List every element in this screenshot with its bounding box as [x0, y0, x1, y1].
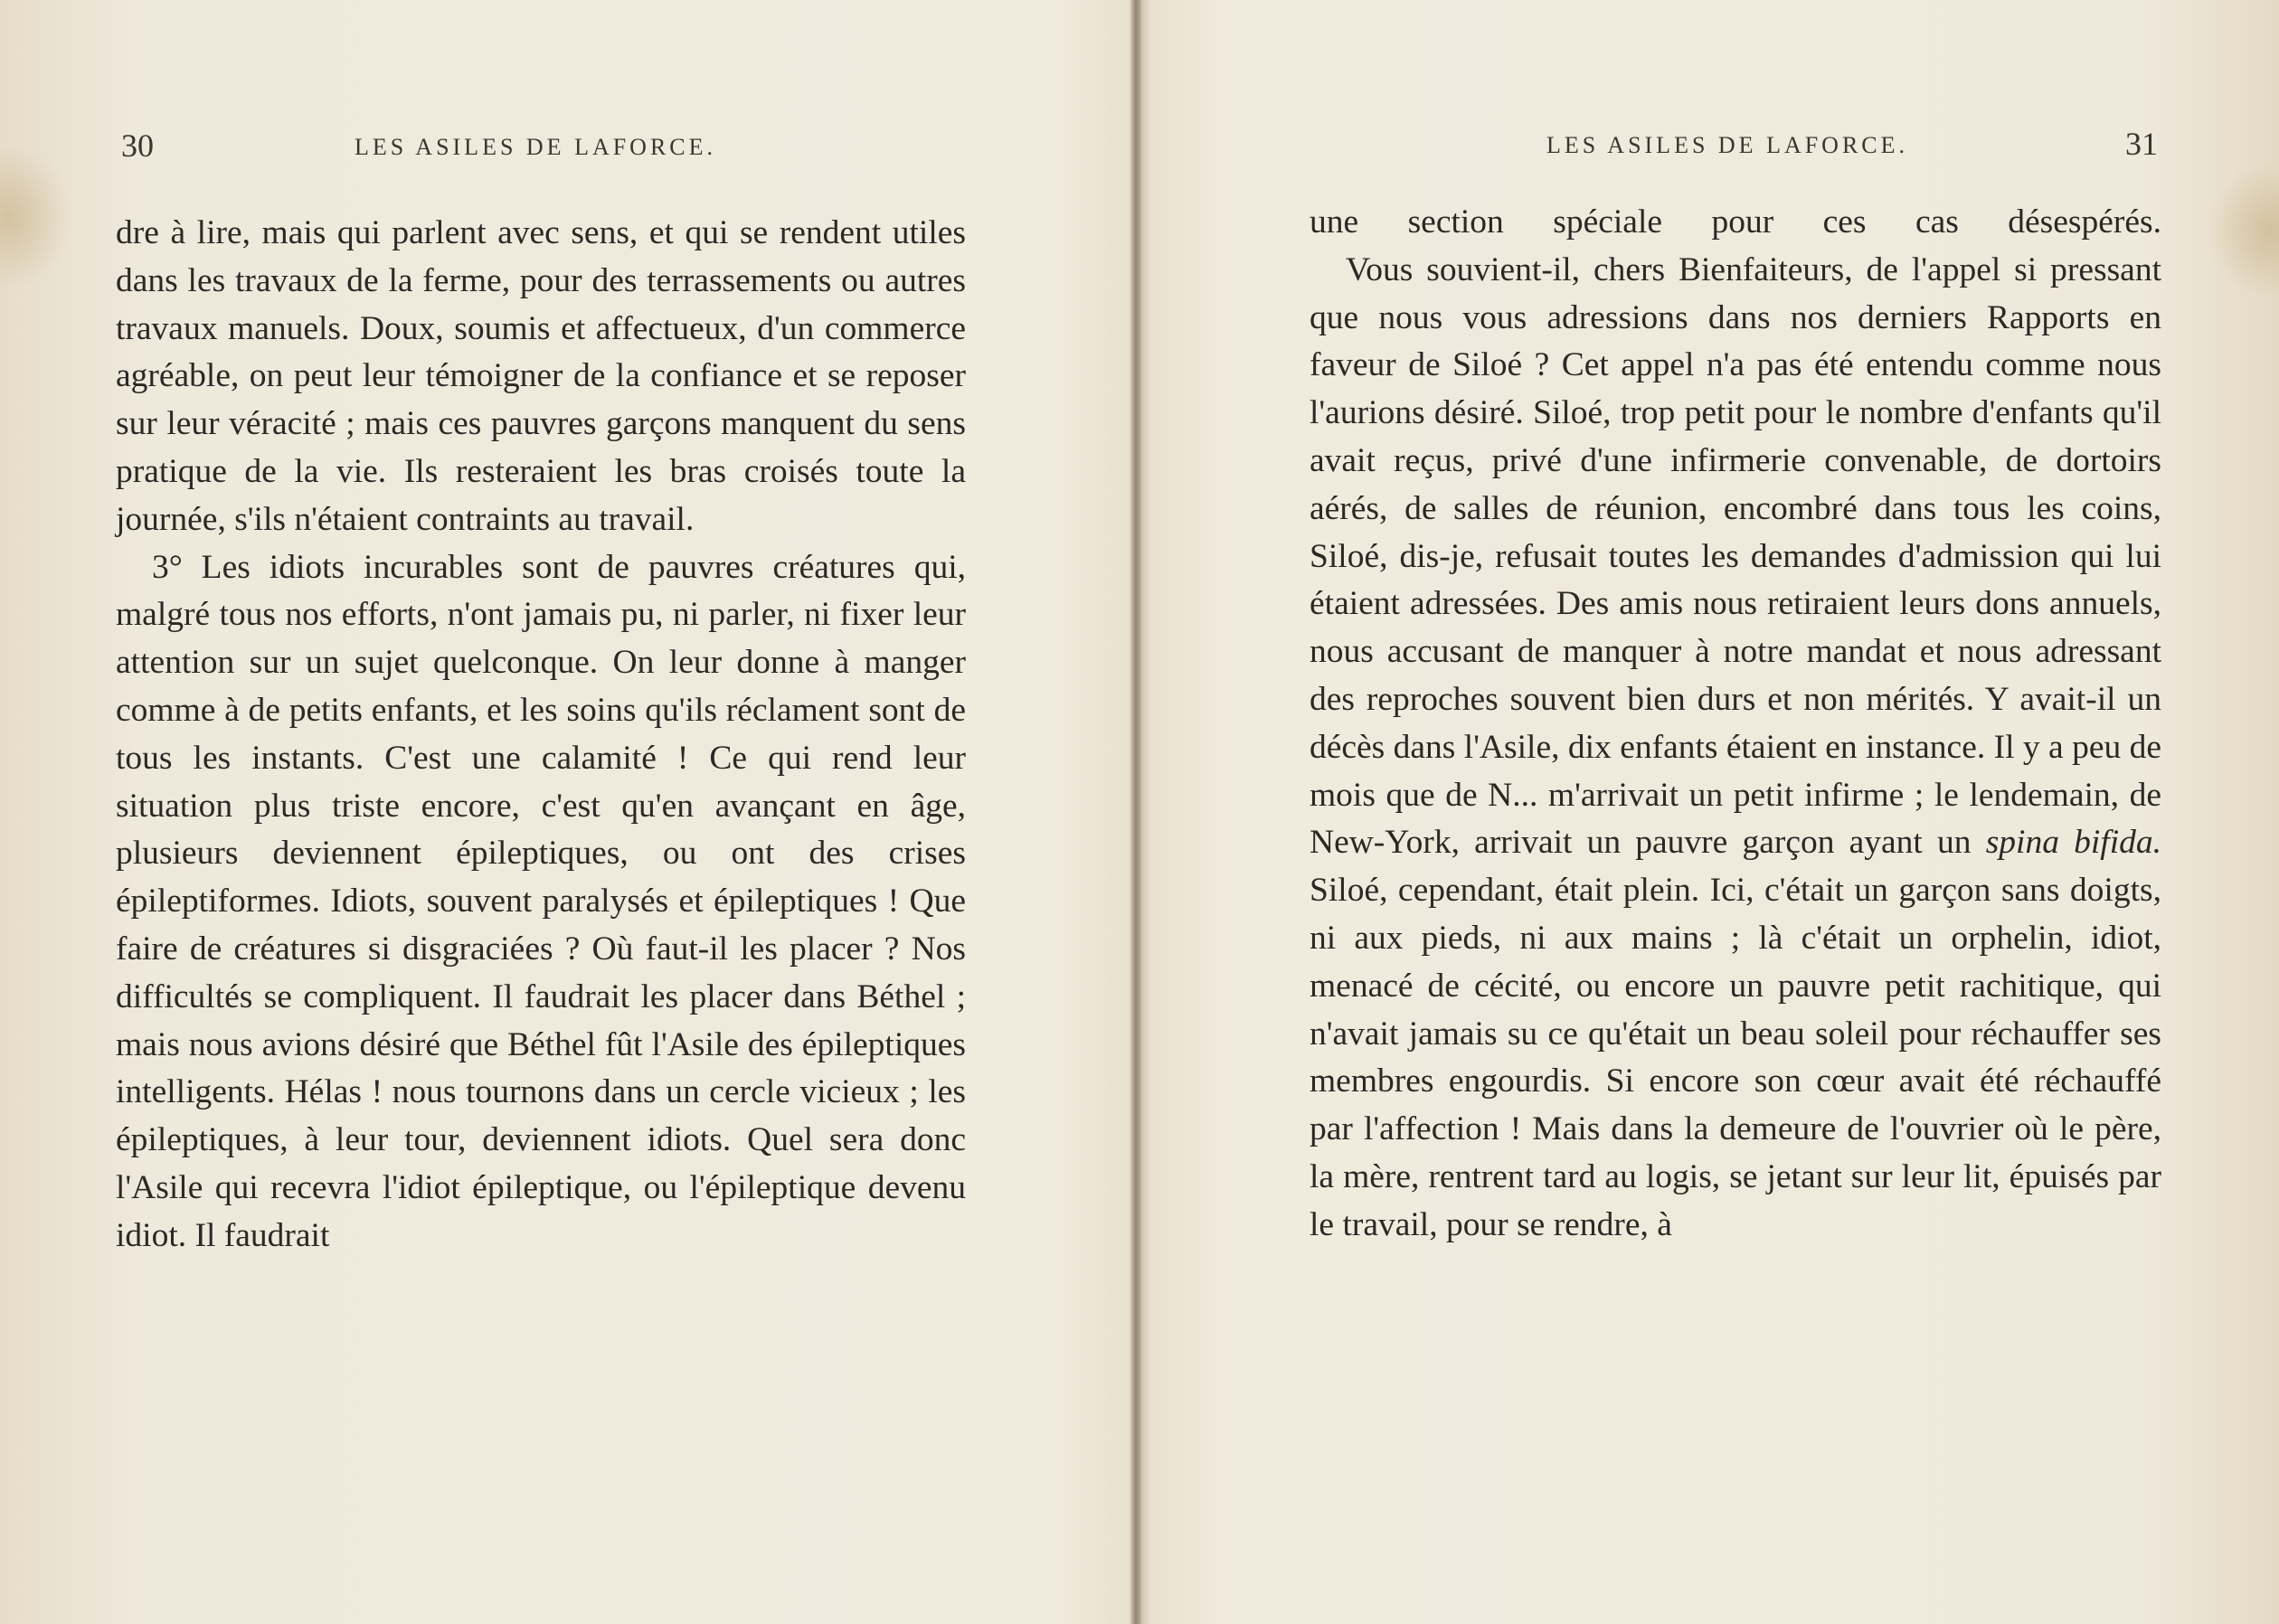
paragraph: une section spéciale pour ces cas désespérés.	[1310, 203, 2161, 241]
paragraph-text: Vous souvient-il, chers Bienfaiteurs, de l'appel si pressant que nous vous adressions dans nos derniers Rapports en faveur de Siloé ? Cet appel n'a pas été entendu comme nous l'aurions désiré. Siloé, trop petit pour le nombre d'enfants qu'il avait reçus, privé d'une infirmerie convenable, de dortoirs aérés, de salles de réunion, encombré dans tous les coins, Siloé, dis-je, refusait toutes les demandes d'admission qui lui étaient adressées. Des amis nous retiraient leurs dons annuels, nous accusant de manquer à notre mandat et nous adressant des reproches souvent bien durs et non mérités. Y avait-il un décès dans l'Asile, dix enfants étaient en instance. Il y a peu de mois que de N... m'arrivait un petit infirme ; le lendemain, de New-York, arrivait un pauvre garçon ayant un	[1310, 250, 2161, 862]
left-page	[0, 0, 1130, 1624]
page-body	[1310, 199, 2161, 1250]
book-gutter	[1130, 0, 1141, 1624]
paragraph: dre à lire, mais qui parlent avec sens, et qui se rendent utiles dans les travaux de la ferme, pour des terrassements ou autres travaux manuels. Doux, soumis et affectueux, d'un commerce agréable, on peut leur témoigner de la confiance et se reposer sur leur véracité ; mais ces pauvres garçons manquent du sens pratique de la vie. Ils resteraient les bras croisés toute la journée, s'ils n'étaient contraints au travail.	[116, 214, 966, 538]
paragraph	[1310, 247, 2161, 1250]
page-number: 30	[121, 127, 154, 164]
right-page	[1141, 0, 2279, 1624]
italic-term: spina bifida.	[1985, 824, 2161, 862]
page-body	[116, 210, 966, 1260]
paragraph: 3° Les idiots incurables sont de pauvres créatures qui, malgré tous nos efforts, n'ont jamais pu, ni parler, ni fixer leur attention sur un sujet quelconque. On leur donne à manger comme à de petits enfants, et les soins qu'ils réclament sont de tous les instants. C'est une calamité ! Ce qui rend leur situation plus triste encore, c'est qu'en avançant en âge, plusieurs deviennent épileptiques, ou ont des crises épileptiformes. Idiots, souvent paralysés et épileptiques ! Que faire de créatures si disgraciées ? Où faut-il les placer ? Nos difficultés se compliquent. Il faudrait les placer dans Béthel ; mais nous avions désiré que Béthel fût l'Asile des épileptiques intelligents. Hélas ! nous tournons dans un cercle vicieux ; les épileptiques, à leur tour, deviennent idiots. Quel sera donc l'Asile qui recevra l'idiot épileptique, ou l'épileptique devenu idiot. Il faudrait	[116, 548, 966, 1254]
paragraph-text: Siloé, cependant, était plein. Ici, c'était un garçon sans doigts, ni aux pieds, ni aux mains ; là c'était un orphelin, idiot, menacé de cécité, ou encore un pauvre petit rachitique, qui n'avait jamais su ce qu'était un beau soleil pour réchauffer ses membres engourdis. Si encore son cœur avait été réchauffé par l'affection ! Mais dans la demeure de l'ouvrier où le père, la mère, rentrent tard au logis, se jetant sur leur lit, épuisés par le travail, pour se rendre, à	[1310, 872, 2161, 1243]
running-head: LES ASILES DE LAFORCE.	[355, 134, 717, 160]
page-number: 31	[2125, 126, 2158, 162]
running-head: LES ASILES DE LAFORCE.	[1546, 132, 1909, 158]
